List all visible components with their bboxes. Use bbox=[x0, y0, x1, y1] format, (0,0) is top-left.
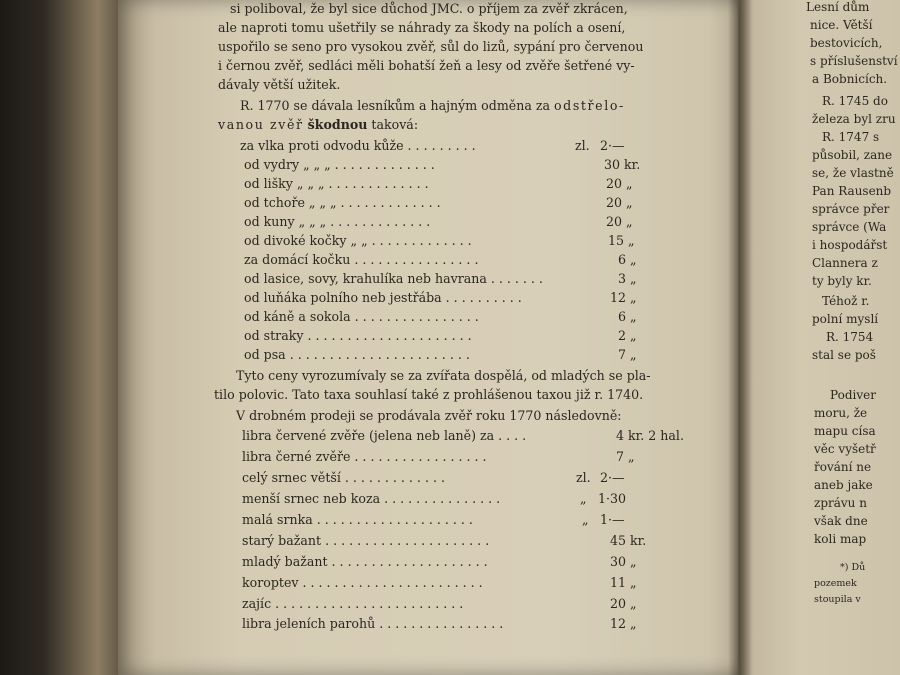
text-line: moru, že bbox=[814, 406, 868, 420]
price-value: 45 kr. bbox=[610, 533, 647, 548]
price-prefix: „ bbox=[582, 512, 589, 527]
text-line: Tyto ceny vyrozumívaly se za zvířata dospělá, od mladých se pla- bbox=[236, 368, 651, 383]
text-line: ale naproti tomu ušetřily se náhrady za škody na polích a osení, bbox=[218, 20, 626, 35]
row-label: menší srnec neb koza . . . . . . . . . . . . . . . bbox=[242, 491, 501, 506]
text-line: tilo polovic. Tato taxa souhlasí také z prohlášenou taxou již r. 1740. bbox=[214, 387, 644, 402]
text-line: nice. Větší bbox=[810, 18, 873, 32]
text-line: i černou zvěř, sedláci měli bohatší žeň a lesy od zvěře šetřené vy- bbox=[218, 58, 635, 73]
price-value: 6 „ bbox=[618, 309, 637, 324]
price-value: 4 kr. 2 hal. bbox=[616, 428, 684, 443]
price-value: 30 „ bbox=[610, 554, 637, 569]
row-label: libra černé zvěře . . . . . . . . . . . . . . . . . bbox=[242, 449, 487, 464]
text-line: Clannera z bbox=[812, 256, 878, 270]
text-line: správce přer bbox=[812, 202, 890, 216]
footnote-line: pozemek bbox=[814, 578, 857, 589]
row-label: za domácí kočku . . . . . . . . . . . . . . . . bbox=[244, 252, 479, 267]
row-label: od lišky „ „ „ . . . . . . . . . . . . . bbox=[244, 176, 429, 191]
table-row bbox=[242, 510, 672, 529]
text-line: polní myslí bbox=[812, 312, 879, 326]
text-line: Lesní dům bbox=[806, 0, 870, 14]
text-line: V drobném prodeji se prodávala zvěř roku 1770 následovně: bbox=[236, 408, 622, 423]
footnote-line: stoupila v bbox=[814, 594, 861, 605]
row-label: od tchoře „ „ „ . . . . . . . . . . . . . bbox=[244, 195, 441, 210]
row-label: od vydry „ „ „ . . . . . . . . . . . . . bbox=[244, 157, 435, 172]
price-value: 1·— bbox=[600, 512, 625, 527]
row-label: od straky . . . . . . . . . . . . . . . . . . . . . bbox=[244, 328, 472, 343]
row-label: libra červené zvěře (jelena neb laně) za . . . . bbox=[242, 428, 527, 443]
row-label: od divoké kočky „ „ . . . . . . . . . . . . . bbox=[244, 233, 472, 248]
row-label: od kuny „ „ „ . . . . . . . . . . . . . bbox=[244, 214, 431, 229]
spaced-text: odstřelo- bbox=[553, 98, 625, 113]
text-line: Podiver bbox=[830, 388, 876, 402]
price-value: 1·30 bbox=[598, 491, 627, 506]
row-label: od lasice, sovy, krahulíka neb havrana . . . . . . . bbox=[244, 271, 543, 286]
text-line: však dne bbox=[814, 514, 868, 528]
table-row bbox=[244, 326, 664, 345]
text-span: R. 1770 se dávala lesníkům a hajným odměna za bbox=[240, 98, 554, 113]
spaced-text: vanou zvěř bbox=[218, 117, 304, 132]
price-value: 6 „ bbox=[618, 252, 637, 267]
price-value: 2·— bbox=[600, 138, 625, 153]
text-line: R. 1745 do bbox=[822, 94, 888, 108]
table-row bbox=[244, 174, 664, 193]
text-line: a Bobnicích. bbox=[812, 72, 888, 86]
table-row bbox=[244, 345, 664, 364]
price-value: 2 „ bbox=[618, 328, 637, 343]
table-row bbox=[242, 447, 672, 466]
text-line: se, že vlastně bbox=[812, 166, 894, 180]
table-row bbox=[240, 136, 660, 155]
text-line: s příslušenství bbox=[810, 54, 898, 68]
table-row bbox=[242, 614, 672, 633]
row-label: celý srnec větší . . . . . . . . . . . . . bbox=[242, 470, 445, 485]
table-row bbox=[244, 155, 664, 174]
text-line: uspořilo se seno pro vysokou zvěř, sůl do lizů, sypání pro červenou bbox=[218, 39, 644, 54]
text-span: taková: bbox=[367, 117, 419, 132]
table-row bbox=[242, 468, 672, 487]
table-row bbox=[244, 307, 664, 326]
text-line: železa byl zru bbox=[812, 112, 896, 126]
row-label: koroptev . . . . . . . . . . . . . . . . . . . . . . . bbox=[242, 575, 483, 590]
table-row bbox=[242, 531, 672, 550]
text-line: si poliboval, že byl sice důchod JMC. o příjem za zvěř zkrácen, bbox=[230, 1, 628, 16]
text-line: aneb jake bbox=[814, 478, 873, 492]
price-value: 20 „ bbox=[606, 195, 633, 210]
price-value: 2·— bbox=[600, 470, 625, 485]
text-line: i hospodářst bbox=[812, 238, 888, 252]
bold-text: škodnou bbox=[307, 117, 368, 132]
footnote-line: *) Dů bbox=[840, 562, 866, 573]
paragraph-1-line-2 bbox=[218, 115, 418, 134]
row-label: za vlka proti odvodu kůže . . . . . . . . . bbox=[240, 138, 476, 153]
row-label: od luňáka polního neb jestřába . . . . . . . . . . bbox=[244, 290, 522, 305]
paragraph-1-line-1 bbox=[240, 96, 625, 115]
table-row bbox=[242, 573, 672, 592]
price-value: 15 „ bbox=[608, 233, 635, 248]
text-line: dávaly větší užitek. bbox=[218, 77, 341, 92]
text-line: věc vyšetř bbox=[814, 442, 876, 456]
price-prefix: „ bbox=[580, 491, 587, 506]
text-line: zprávu n bbox=[814, 496, 867, 510]
text-line: stal se poš bbox=[812, 348, 876, 362]
price-value: 7 „ bbox=[618, 347, 637, 362]
text-line: Téhož r. bbox=[822, 294, 870, 308]
text-line: bestovicích, bbox=[810, 36, 883, 50]
text-line: ty byly kr. bbox=[812, 274, 872, 288]
text-line: R. 1754 bbox=[826, 330, 874, 344]
text-line: správce (Wa bbox=[812, 220, 887, 234]
row-label: od káně a sokola . . . . . . . . . . . . . . . . bbox=[244, 309, 479, 324]
table-row bbox=[242, 594, 672, 613]
table-row bbox=[244, 269, 664, 288]
price-value: 20 „ bbox=[606, 214, 633, 229]
price-value: 12 „ bbox=[610, 290, 637, 305]
row-label: mladý bažant . . . . . . . . . . . . . . . . . . . . bbox=[242, 554, 488, 569]
text-line: mapu císa bbox=[814, 424, 876, 438]
row-label: od psa . . . . . . . . . . . . . . . . . . . . . . . bbox=[244, 347, 470, 362]
table-row bbox=[242, 489, 672, 508]
row-label: libra jeleních parohů . . . . . . . . . . . . . . . . bbox=[242, 616, 504, 631]
price-value: 7 „ bbox=[616, 449, 635, 464]
price-prefix: zl. bbox=[575, 138, 590, 153]
text-line: řování ne bbox=[814, 460, 872, 474]
price-prefix: zl. bbox=[576, 470, 591, 485]
table-row bbox=[242, 552, 672, 571]
table-row bbox=[244, 193, 664, 212]
price-value: 11 „ bbox=[610, 575, 637, 590]
price-value: 3 „ bbox=[618, 271, 637, 286]
table-row bbox=[244, 212, 664, 231]
price-value: 12 „ bbox=[610, 616, 637, 631]
price-value: 30 kr. bbox=[604, 157, 641, 172]
text-line: koli map bbox=[814, 532, 867, 546]
row-label: zajíc . . . . . . . . . . . . . . . . . . . . . . . . bbox=[242, 596, 464, 611]
table-row bbox=[242, 426, 684, 445]
text-line: R. 1747 s bbox=[822, 130, 880, 144]
row-label: starý bažant . . . . . . . . . . . . . . . . . . . . . bbox=[242, 533, 490, 548]
price-value: 20 „ bbox=[606, 176, 633, 191]
text-line: Pan Rausenb bbox=[812, 184, 892, 198]
table-row bbox=[244, 288, 664, 307]
table-row bbox=[244, 231, 664, 250]
price-value: 20 „ bbox=[610, 596, 637, 611]
table-row bbox=[244, 250, 664, 269]
text-line: působil, zane bbox=[812, 148, 893, 162]
row-label: malá srnka . . . . . . . . . . . . . . . . . . . . bbox=[242, 512, 473, 527]
